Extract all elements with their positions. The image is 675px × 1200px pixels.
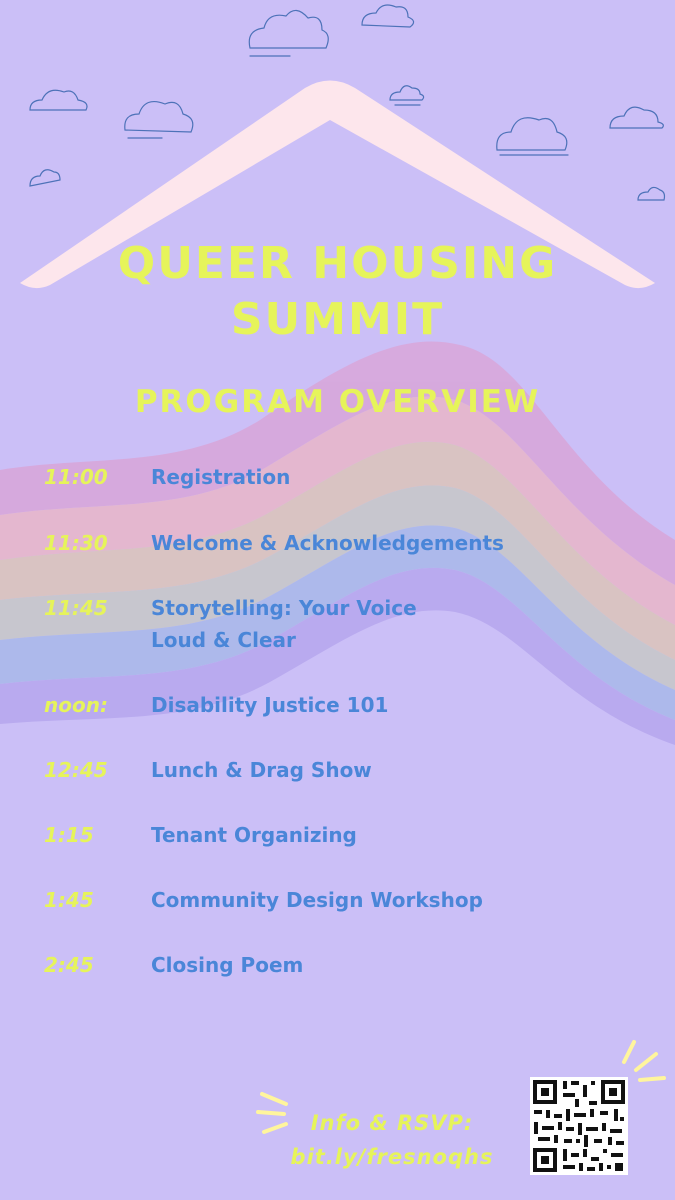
cloud-icon [249, 10, 328, 48]
cloud-icon [610, 107, 663, 128]
qr-code[interactable] [530, 1077, 628, 1175]
schedule-time: 1:15 [44, 823, 94, 847]
rsvp-label: Info & RSVP: [310, 1111, 474, 1135]
program-overview-heading: PROGRAM OVERVIEW [134, 384, 541, 420]
schedule-title: Registration [151, 465, 291, 489]
schedule-time: 11:00 [44, 465, 108, 489]
schedule-time: 11:30 [44, 531, 108, 555]
schedule-title: Disability Justice 101 [151, 693, 389, 717]
schedule-title: Storytelling: Your Voice Loud & Clear [151, 596, 417, 652]
cloud-icon [638, 187, 665, 200]
sparkle-icon [624, 1042, 664, 1080]
cloud-icon [362, 5, 414, 27]
schedule-time: 12:45 [44, 758, 108, 782]
page-title: QUEER HOUSING [117, 238, 558, 289]
rsvp-link[interactable]: bit.ly/fresnoqhs [290, 1145, 494, 1169]
schedule-title: Community Design Workshop [151, 888, 483, 912]
schedule-title: Lunch & Drag Show [151, 758, 372, 782]
schedule-time: noon: [44, 693, 108, 717]
page-title-line2: SUMMIT [230, 294, 445, 345]
schedule-time: 1:45 [44, 888, 94, 912]
cloud-icon [30, 170, 60, 186]
schedule-title: Welcome & Acknowledgements [151, 531, 504, 555]
qr-code-graphic [530, 1077, 628, 1175]
cloud-icon [497, 118, 567, 150]
rsvp-info [262, 1106, 522, 1174]
cloud-icon [125, 102, 193, 132]
schedule-time: 2:45 [44, 953, 94, 977]
schedule-title: Closing Poem [151, 953, 304, 977]
schedule-title: Tenant Organizing [151, 823, 357, 847]
schedule-time: 11:45 [44, 596, 108, 620]
cloud-icon [30, 90, 87, 110]
cloud-icon [390, 86, 424, 100]
